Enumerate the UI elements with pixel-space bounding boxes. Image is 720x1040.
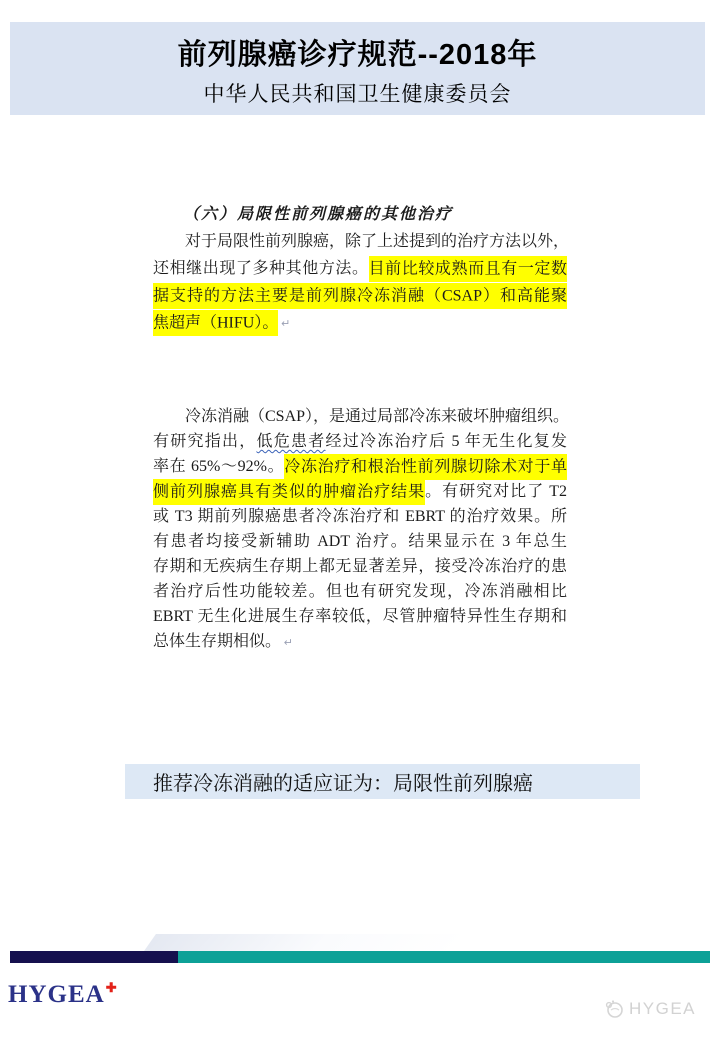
paragraph-mark: ↵ <box>278 318 291 330</box>
text-line <box>153 629 567 656</box>
footer-bar-teal <box>178 951 710 963</box>
text-segment: 有研究指出， <box>153 433 257 450</box>
text-line <box>153 604 567 629</box>
hygea-globe-icon <box>604 999 624 1019</box>
text-segment: 者治疗后性功能较差。但也有研究发现，冷冻消融相比 <box>153 583 567 600</box>
text-line <box>153 504 567 529</box>
text-line <box>153 255 567 282</box>
text-segment: 有患者均接受新辅助 ADT 治疗。结果显示在 3 年总生 <box>153 533 567 550</box>
footer-bar-navy <box>10 951 178 963</box>
text-line <box>153 201 567 228</box>
medical-cross-icon: ✚ <box>105 980 118 995</box>
recommendation-callout <box>125 764 640 799</box>
underlined-text: 低危患者 <box>256 433 326 450</box>
text-segment: 总体生存期相似。 <box>153 633 282 650</box>
text-line <box>153 454 567 479</box>
text-segment: 经过冷冻治疗后 5 年无生化复发 <box>325 433 567 450</box>
text-line <box>153 554 567 579</box>
hygea-watermark <box>604 999 696 1019</box>
text-segment: 对于局限性前列腺癌，除了上述提到的治疗方法以外， <box>185 233 570 250</box>
hygea-watermark-text: HYGEA <box>629 999 697 1018</box>
text-line <box>153 579 567 604</box>
text-segment: 率在 65%～92%。 <box>153 458 285 475</box>
text-line <box>153 228 570 255</box>
text-segment: 还相继出现了多种其他方法。 <box>153 260 369 277</box>
text-line <box>153 404 570 429</box>
text-line <box>153 429 567 454</box>
text-line <box>153 479 567 504</box>
paragraph-cryoablation <box>153 404 570 656</box>
paragraph-mark: ↵ <box>281 637 293 649</box>
text-segment: 冷冻消融（CSAP），是通过局部冷冻来破坏肿瘤组织。 <box>185 408 570 425</box>
text-segment: 或 T3 期前列腺癌患者冷冻治疗和 EBRT 的治疗效果。所 <box>153 508 567 525</box>
highlighted-text: 目前比较成熟而且有一定数 <box>369 256 567 282</box>
text-segment: 存期和无疾病生存期上都无显著差异，接受冷冻治疗的患 <box>153 558 567 575</box>
highlighted-text: 冷冻治疗和根治性前列腺切除术对于单 <box>284 454 567 480</box>
text-segment: EBRT 无生化进展生存率较低，尽管肿瘤特异性生存期和 <box>153 608 567 625</box>
hygea-logo <box>8 981 118 1009</box>
text-line <box>153 529 567 554</box>
slide-title: 前列腺癌诊疗规范--2018年 <box>177 39 538 71</box>
text-segment: （六）局限性前列腺癌的其他治疗 <box>183 206 454 223</box>
footer-swoosh-decoration <box>144 934 466 951</box>
recommendation-text: 推荐冷冻消融的适应证为：局限性前列腺癌 <box>153 773 533 795</box>
highlighted-text: 焦超声（HIFU）。 <box>153 310 278 336</box>
hygea-logo-text: HYGEA <box>8 981 105 1008</box>
slide-header <box>10 22 705 115</box>
paragraph-other-treatments <box>153 201 570 338</box>
slide-subtitle: 中华人民共和国卫生健康委员会 <box>203 83 512 106</box>
text-line <box>153 282 567 309</box>
text-segment: 。有研究对比了 T2 <box>425 483 567 500</box>
highlighted-text: 侧前列腺癌具有类似的肿瘤治疗结果 <box>153 479 425 505</box>
highlighted-text: 据支持的方法主要是前列腺冷冻消融（CSAP）和高能聚 <box>153 283 567 309</box>
text-line <box>153 309 567 338</box>
